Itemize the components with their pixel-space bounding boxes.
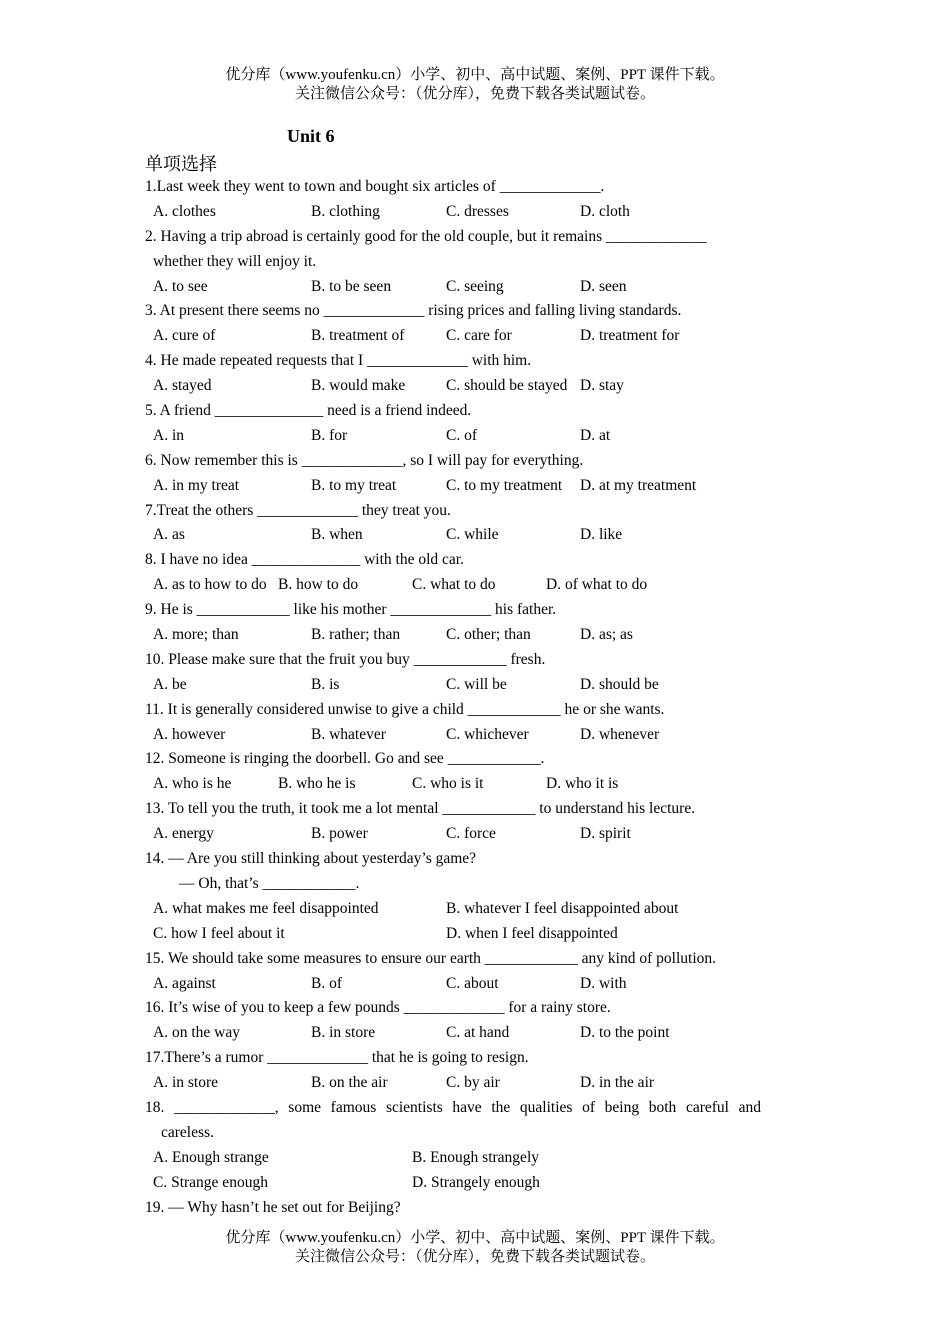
options-row	[145, 822, 761, 847]
question	[145, 449, 761, 499]
answer-option: D. seen	[580, 277, 627, 295]
answer-option: D. spirit	[580, 825, 631, 843]
answer-option: C. dresses	[446, 202, 509, 220]
answer-option: A. what makes me feel disappointed	[153, 899, 379, 917]
question	[145, 747, 761, 797]
header-line-2: 关注微信公众号：（优分库），免费下载各类试题试卷。	[294, 86, 655, 102]
answer-option: A. in my treat	[153, 476, 240, 494]
answer-option: D. with	[580, 974, 627, 992]
options-row	[145, 1021, 761, 1046]
answer-option: C. at hand	[446, 1024, 510, 1042]
answer-option: B. who he is	[278, 775, 356, 793]
answer-option: B. treatment of	[311, 327, 405, 345]
question	[145, 996, 761, 1046]
question	[145, 947, 761, 997]
question-stem: 16. It’s wise of you to keep a few pounds _____________ for a rainy store.	[145, 999, 611, 1017]
answer-option: C. force	[446, 825, 496, 843]
options-row	[145, 374, 761, 399]
answer-option: C. Strange enough	[153, 1173, 268, 1191]
options-row	[145, 972, 761, 997]
answer-option: C. about	[446, 974, 499, 992]
question	[145, 1046, 761, 1096]
question-stem: 17.There’s a rumor _____________ that he is going to resign.	[145, 1049, 529, 1067]
answer-option: A. more; than	[153, 626, 239, 644]
answer-option: D. at	[580, 426, 611, 444]
options-row	[145, 723, 761, 748]
answer-option: C. will be	[446, 675, 507, 693]
question-stem: 10. Please make sure that the fruit you buy ____________ fresh.	[145, 650, 546, 668]
answer-option: B. whatever	[311, 725, 386, 743]
answer-option: A. energy	[153, 825, 214, 843]
header-line-1: 优分库（www.youfenku.cn）小学、初中、高中试题、案例、PPT 课件下载。	[225, 67, 725, 83]
question-stem: 13. To tell you the truth, it took me a lot mental ____________ to understand his lecture.	[145, 800, 696, 818]
answer-option: B. when	[311, 526, 363, 544]
answer-option: B. to be seen	[311, 277, 392, 295]
question-stem-continued: careless.	[161, 1123, 214, 1141]
question-stem: 18. _____________, some famous scientists have the qualities of being both careful and	[145, 1098, 761, 1116]
answer-option: A. as	[153, 526, 185, 544]
footer-line-2: 关注微信公众号：（优分库），免费下载各类试题试卷。	[294, 1249, 655, 1265]
answer-option: D. Strangely enough	[412, 1173, 540, 1191]
answer-option: C. how I feel about it	[153, 924, 285, 942]
page-footer	[0, 1229, 950, 1267]
question	[145, 797, 761, 847]
question	[145, 399, 761, 449]
options-row	[145, 1071, 761, 1096]
answer-option: A. who is he	[153, 775, 232, 793]
section-heading: 单项选择	[145, 154, 217, 174]
answer-option: B. how to do	[278, 576, 359, 594]
options-row	[145, 523, 761, 548]
options-row	[145, 897, 761, 922]
question	[145, 499, 761, 549]
answer-option: C. whichever	[446, 725, 529, 743]
options-row	[145, 1171, 761, 1196]
answer-option: D. in the air	[580, 1074, 655, 1092]
answer-option: C. to my treatment	[446, 476, 563, 494]
question-stem: 6. Now remember this is _____________, so I will pay for everything.	[145, 451, 584, 469]
answer-option: A. clothes	[153, 202, 216, 220]
answer-option: D. to the point	[580, 1024, 670, 1042]
question	[145, 1096, 761, 1196]
question	[145, 1196, 761, 1221]
question-stem: 19. — Why hasn’t he set out for Beijing?	[145, 1198, 401, 1216]
answer-option: B. whatever I feel disappointed about	[446, 899, 679, 917]
question	[145, 299, 761, 349]
answer-option: A. Enough strange	[153, 1148, 269, 1166]
question-stem-continued: — Oh, that’s ____________.	[179, 874, 360, 892]
answer-option: A. however	[153, 725, 226, 743]
options-row	[145, 324, 761, 349]
question	[145, 847, 761, 947]
answer-option: D. stay	[580, 377, 624, 395]
answer-option: C. by air	[446, 1074, 500, 1092]
answer-option: B. would make	[311, 377, 406, 395]
answer-option: C. other; than	[446, 626, 531, 644]
answer-option: A. in	[153, 426, 184, 444]
question-stem: 4. He made repeated requests that I _____________ with him.	[145, 352, 532, 370]
answer-option: B. to my treat	[311, 476, 397, 494]
answer-option: A. on the way	[153, 1024, 240, 1042]
question-stem: 14. — Are you still thinking about yesterday’s game?	[145, 850, 477, 868]
options-row	[145, 573, 761, 598]
question	[145, 598, 761, 648]
answer-option: D. whenever	[580, 725, 660, 743]
options-row	[145, 772, 761, 797]
answer-option: C. while	[446, 526, 499, 544]
question-stem: 15. We should take some measures to ensure our earth ____________ any kind of pollution.	[145, 949, 717, 967]
question-stem: 3. At present there seems no _____________ rising prices and falling living standards.	[145, 302, 682, 320]
answer-option: B. clothing	[311, 202, 380, 220]
options-row	[145, 922, 761, 947]
footer-line-1: 优分库（www.youfenku.cn）小学、初中、高中试题、案例、PPT 课件下载。	[225, 1230, 725, 1246]
question	[145, 548, 761, 598]
question	[145, 698, 761, 748]
answer-option: A. stayed	[153, 377, 212, 395]
answer-option: C. should be stayed	[446, 377, 568, 395]
answer-option: D. cloth	[580, 202, 630, 220]
options-row	[145, 424, 761, 449]
answer-option: C. who is it	[412, 775, 484, 793]
question-stem: 7.Treat the others _____________ they treat you.	[145, 501, 451, 519]
answer-option: C. care for	[446, 327, 512, 345]
answer-option: C. of	[446, 426, 477, 444]
answer-option: B. power	[311, 825, 368, 843]
question-stem: 9. He is ____________ like his mother _____________ his father.	[145, 601, 557, 619]
question-stem: 5. A friend ______________ need is a friend indeed.	[145, 402, 472, 420]
question-list	[145, 175, 761, 1220]
answer-option: B. in store	[311, 1024, 376, 1042]
answer-option: D. of what to do	[546, 576, 648, 594]
answer-option: A. cure of	[153, 327, 216, 345]
answer-option: B. for	[311, 426, 348, 444]
answer-option: D. like	[580, 526, 623, 544]
options-row	[145, 1146, 761, 1171]
options-row	[145, 673, 761, 698]
options-row	[145, 275, 761, 300]
answer-option: B. Enough strangely	[412, 1148, 539, 1166]
question-stem: 11. It is generally considered unwise to give a child ____________ he or she wants.	[145, 700, 665, 718]
question-stem: 12. Someone is ringing the doorbell. Go and see ____________.	[145, 750, 545, 768]
question	[145, 349, 761, 399]
answer-option: B. of	[311, 974, 342, 992]
answer-option: B. on the air	[311, 1074, 388, 1092]
answer-option: D. should be	[580, 675, 659, 693]
answer-option: A. be	[153, 675, 187, 693]
options-row	[145, 474, 761, 499]
answer-option: D. as; as	[580, 626, 633, 644]
answer-option: A. in store	[153, 1074, 219, 1092]
answer-option: D. at my treatment	[580, 476, 697, 494]
options-row	[145, 623, 761, 648]
answer-option: B. rather; than	[311, 626, 401, 644]
answer-option: D. when I feel disappointed	[446, 924, 618, 942]
question	[145, 648, 761, 698]
unit-title: Unit 6	[287, 126, 335, 146]
question-stem: 8. I have no idea ______________ with the old car.	[145, 551, 464, 569]
answer-option: A. against	[153, 974, 216, 992]
answer-option: D. treatment for	[580, 327, 680, 345]
answer-option: A. as to how to do	[153, 576, 267, 594]
question-stem: 2. Having a trip abroad is certainly good for the old couple, but it remains _____________	[145, 227, 707, 245]
answer-option: C. what to do	[412, 576, 496, 594]
question	[145, 225, 761, 300]
answer-option: D. who it is	[546, 775, 619, 793]
page-header	[0, 66, 950, 104]
answer-option: C. seeing	[446, 277, 504, 295]
answer-option: B. is	[311, 675, 340, 693]
options-row	[145, 200, 761, 225]
answer-option: A. to see	[153, 277, 208, 295]
question-stem: 1.Last week they went to town and bought six articles of _____________.	[145, 178, 605, 195]
question	[145, 175, 761, 225]
question-stem-continued: whether they will enjoy it.	[153, 252, 317, 270]
